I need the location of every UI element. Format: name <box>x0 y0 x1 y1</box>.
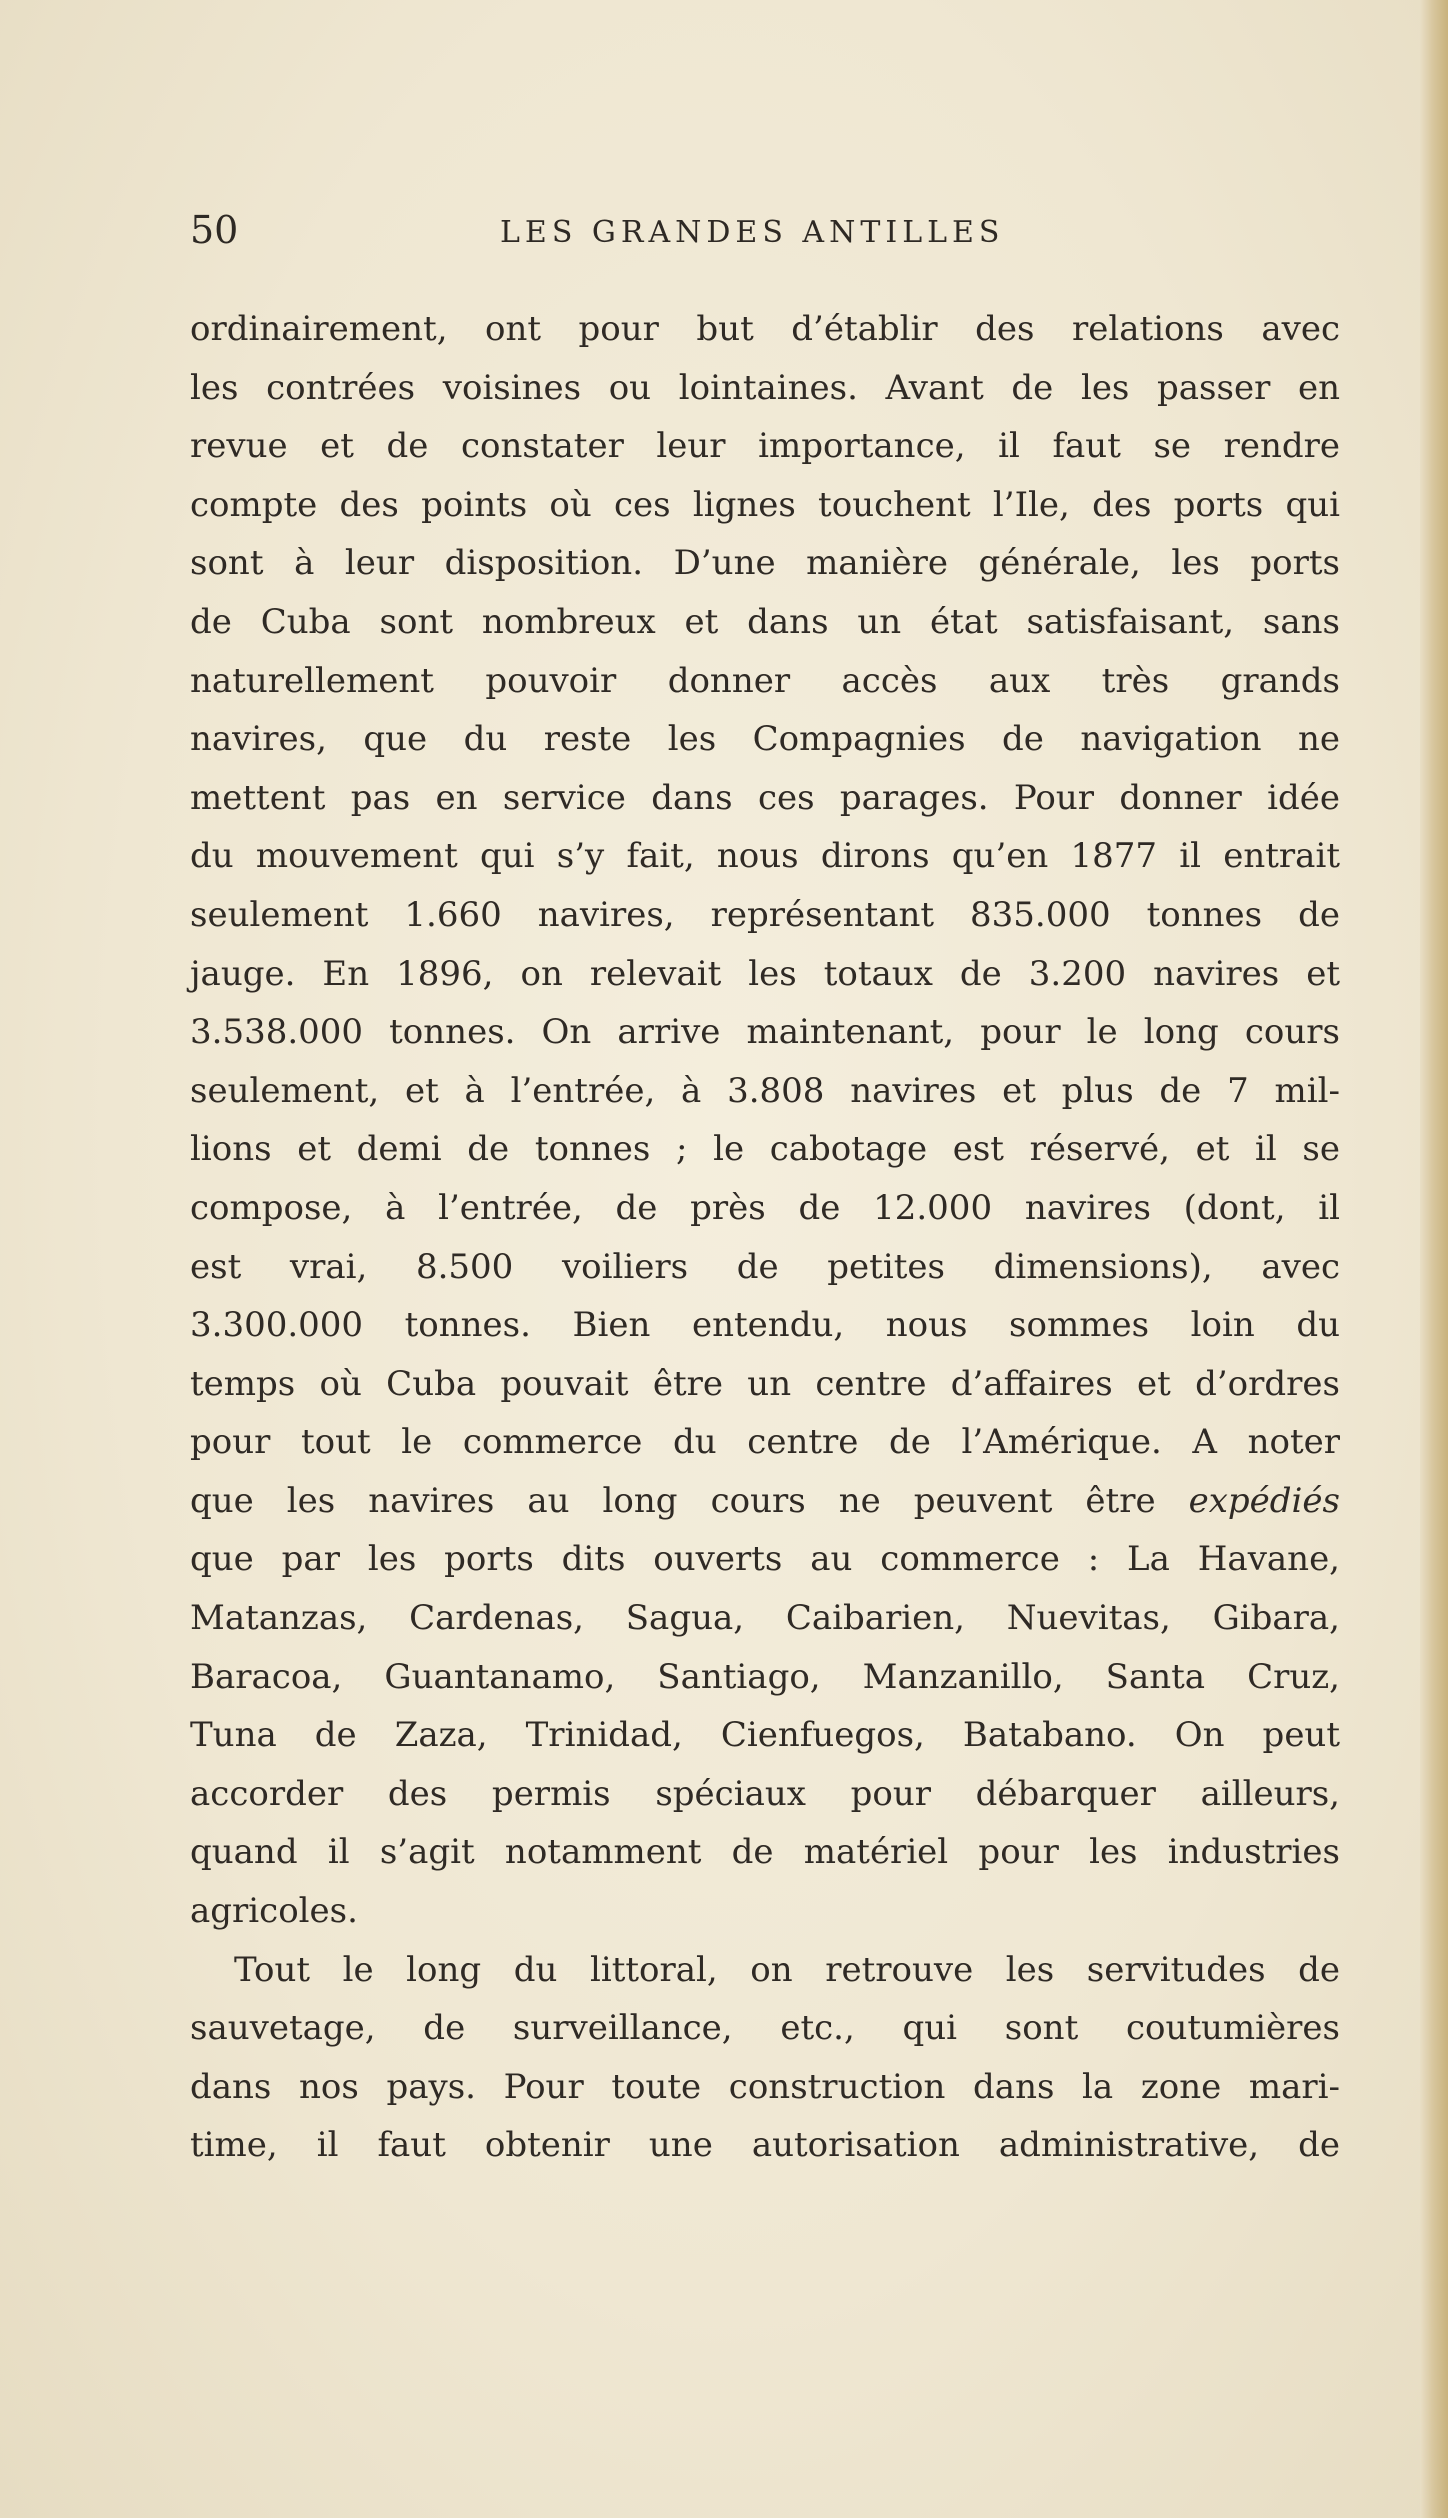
text-line-indented: Tout le long du littoral, on retrouve les servitudes de <box>234 1949 1340 1990</box>
text-line: agricoles. <box>190 1891 358 1932</box>
text-line: 3.300.000 tonnes. Bien entendu, nous sommes loin du <box>190 1305 1340 1346</box>
text-line: ordinairement, ont pour but d’établir des relations avec <box>190 309 1340 349</box>
page-edge-shadow <box>1420 0 1448 2518</box>
text-line: 3.538.000 tonnes. On arrive maintenant, pour le long cours <box>190 1012 1340 1053</box>
paragraph-1 <box>190 300 1340 1941</box>
text-line: pour tout le commerce du centre de l’Amérique. A noter <box>190 1422 1340 1463</box>
text-line: Tuna de Zaza, Trinidad, Cienfuegos, Batabano. On peut <box>190 1715 1340 1756</box>
text-line: est vrai, 8.500 voiliers de petites dimensions), avec <box>190 1246 1340 1287</box>
text-line: quand il s’agit notamment de matériel pour les industries <box>190 1832 1340 1873</box>
text-line: Matanzas, Cardenas, Sagua, Caibarien, Nuevitas, Gibara, <box>190 1598 1340 1639</box>
page-number: 50 <box>190 208 239 252</box>
text-line: sont à leur disposition. D’une manière générale, les ports <box>190 543 1340 584</box>
text-line: de Cuba sont nombreux et dans un état satisfaisant, sans <box>190 601 1340 642</box>
text-line: jauge. En 1896, on relevait les totaux de 3.200 navires et <box>190 953 1340 994</box>
body-text <box>190 300 1340 2175</box>
paragraph-2 <box>190 1941 1340 2175</box>
text-line: compose, à l’entrée, de près de 12.000 navires (dont, il <box>190 1187 1340 1228</box>
text-line: accorder des permis spéciaux pour débarquer ailleurs, <box>190 1773 1340 1814</box>
text-line: sauvetage, de surveillance, etc., qui sont coutumières <box>190 2008 1340 2049</box>
text-line: que par les ports dits ouverts au commerce : La Havane, <box>190 1539 1340 1580</box>
text-line: navires, que du reste les Compagnies de navigation ne <box>190 719 1340 760</box>
text-line: naturellement pouvoir donner accès aux très grands <box>190 660 1340 701</box>
text-line: Baracoa, Guantanamo, Santiago, Manzanillo, Santa Cruz, <box>190 1656 1340 1697</box>
text-segment: que les navires au long cours ne peuvent être <box>190 1480 1189 1521</box>
text-line: time, il faut obtenir une autorisation administrative, de <box>190 2125 1340 2166</box>
text-line: seulement 1.660 navires, représentant 835.000 tonnes de <box>190 894 1340 935</box>
italic-word: expédiés <box>1188 1480 1340 1521</box>
text-line: revue et de constater leur importance, il faut se rendre <box>190 426 1340 467</box>
running-title: LES GRANDES ANTILLES <box>500 215 1005 250</box>
text-line-with-italic <box>190 1472 1340 1531</box>
page-header <box>190 205 1340 265</box>
text-line: seulement, et à l’entrée, à 3.808 navires et plus de 7 mil- <box>190 1070 1340 1111</box>
text-line: du mouvement qui s’y fait, nous dirons qu’en 1877 il entrait <box>190 836 1340 877</box>
text-line: les contrées voisines ou lointaines. Avant de les passer en <box>190 367 1340 408</box>
text-line: compte des points où ces lignes touchent l’Ile, des ports qui <box>190 484 1340 525</box>
text-line: lions et demi de tonnes ; le cabotage est réservé, et il se <box>190 1129 1340 1170</box>
text-line: dans nos pays. Pour toute construction dans la zone mari- <box>190 2066 1340 2107</box>
text-line: temps où Cuba pouvait être un centre d’affaires et d’ordres <box>190 1363 1340 1404</box>
text-line: mettent pas en service dans ces parages. Pour donner idée <box>190 777 1340 818</box>
